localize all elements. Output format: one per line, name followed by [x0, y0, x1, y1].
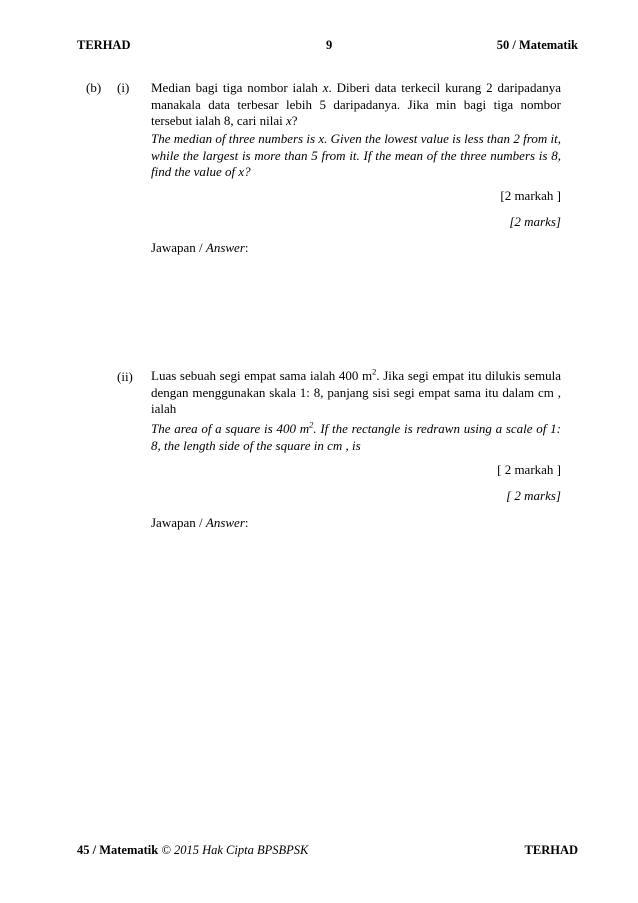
part-i-marks-english: [2 marks] [509, 214, 561, 229]
part-ii-english-text: The area of a square is 400 $m^2$. If the rectangle is redrawn using a scale of 1: 8, the length side of the square in cm , is [151, 419, 561, 453]
part-i-marks-malay: [2 markah ] [500, 188, 561, 203]
part-ii-marks-malay: [ 2 markah ] [497, 462, 561, 477]
part-i-label: (i) [117, 80, 130, 95]
header-left: TERHAD [77, 38, 131, 52]
part-i-answer-label: Jawapan / Answer: [151, 240, 249, 255]
part-ii-marks-english: [ 2 marks] [506, 488, 561, 503]
footer-copyright: 45 / Matematik © 2015 Hak Cipta BPSBPSK [77, 843, 309, 857]
page-number: 9 [326, 38, 333, 52]
header-right: 50 / Matematik [496, 38, 578, 52]
question-b-label: (b) [86, 80, 102, 95]
part-ii-malay-text: Luas sebuah segi empat sama ialah 400 $m^2$. Jika segi empat itu dilukis semula dengan menggunakan skala 1: 8, panjang sisi segi empat sama itu dalam cm , ialah [151, 366, 561, 416]
part-ii-answer-label: Jawapan / Answer: [151, 515, 249, 530]
part-ii-label: (ii) [117, 369, 133, 384]
footer-right: TERHAD [524, 843, 578, 857]
part-i-malay-text: Median bagi tiga nombor ialah x. Diberi data terkecil kurang 2 daripadanya manakala data terbesar lebih 5 daripadanya. Jika min bagi tiga nombor tersebut ialah 8, cari nilai x? [151, 80, 561, 128]
part-i-english-text: The median of three numbers is x. Given the lowest value is less than 2 from it, while the largest is more than 5 from it. If the mean of the three numbers is 8, find the value of x? [151, 131, 561, 179]
